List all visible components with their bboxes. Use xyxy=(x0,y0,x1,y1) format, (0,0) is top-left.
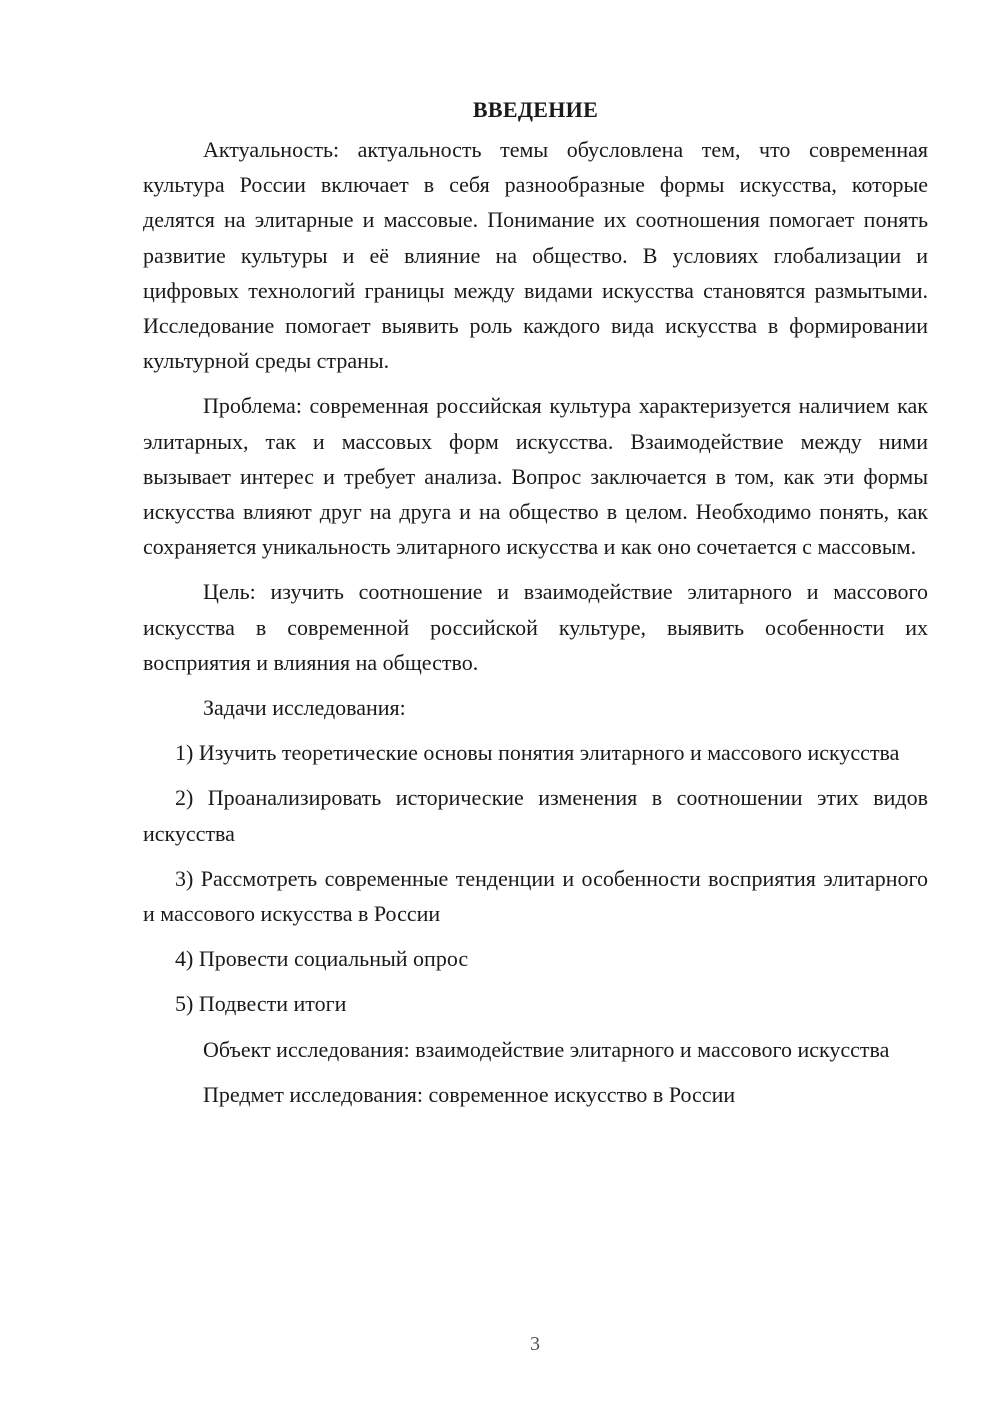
list-item: 2) Проанализировать исторические изменения в соотношении этих видов искусства xyxy=(143,785,928,846)
problem-paragraph: Проблема: современная российская культура характеризуется наличием как элитарных, так и массовых форм искусства. Взаимодействие между ними вызывает интерес и требует анализа. Вопрос заключается в том, как эти формы искусства влияют друг на друга и на общество в целом. Необходимо понять, как сохраняется уникальность элитарного искусства и как оно сочетается с массовым. xyxy=(143,393,928,560)
goal-paragraph: Цель: изучить соотношение и взаимодействие элитарного и массового искусства в современной российской культуре, выявить особенности их восприятия и влияния на общество. xyxy=(143,579,928,675)
subject-paragraph: Предмет исследования: современное искусство в России xyxy=(203,1081,736,1107)
list-item: 1) Изучить теоретические основы понятия элитарного и массового искусства xyxy=(175,740,900,766)
list-item: 3) Рассмотреть современные тенденции и особенности восприятия элитарного и массового искусства в России xyxy=(143,865,928,927)
tasks-label: Задачи исследования: xyxy=(203,695,406,721)
list-item: 4) Провести социальный опрос xyxy=(175,946,469,972)
object-paragraph: Объект исследования: взаимодействие элитарного и массового искусства xyxy=(203,1036,890,1062)
list-item: 5) Подвести итоги xyxy=(175,991,347,1017)
page-title: ВВЕДЕНИЕ xyxy=(472,97,599,122)
relevance-paragraph: Актуальность: актуальность темы обусловлена тем, что современная культура России включает в себя разнообразные формы искусства, которые делятся на элитарные и массовые. Понимание их соотношения помогает понять развитие культуры и её влияние на общество. В условиях глобализации и цифровых технологий границы между видами искусства становятся размытыми. Исследование помогает выявить роль каждого вида искусства в формировании культурной среды страны. xyxy=(143,137,928,374)
tasks-list xyxy=(143,735,928,1021)
document-page xyxy=(143,92,928,1122)
page-number: 3 xyxy=(530,1333,540,1355)
